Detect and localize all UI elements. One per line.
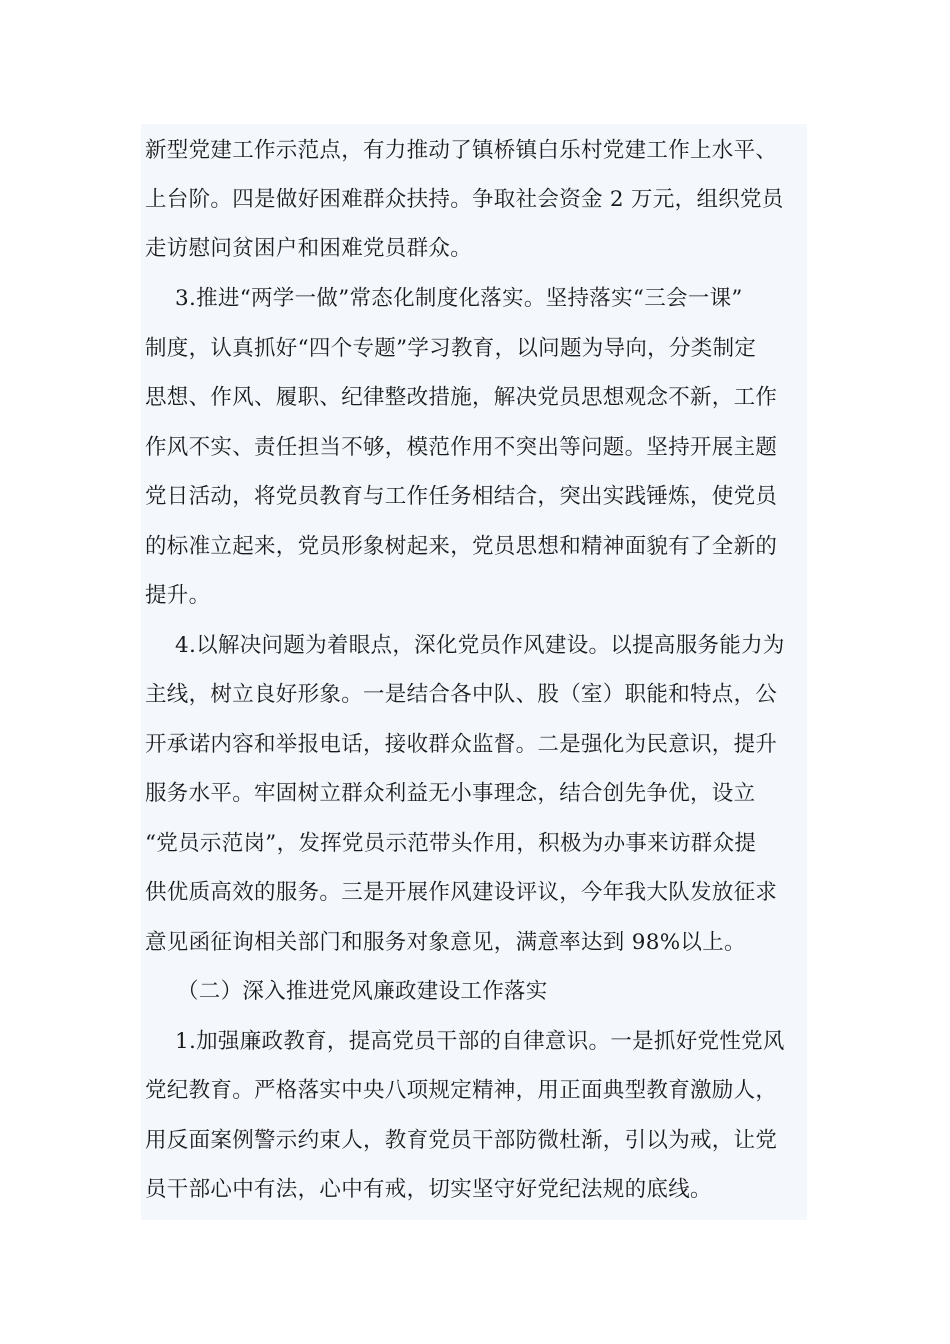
text-line: 党日活动，将党员教育与工作任务相结合，突出实践锤炼，使党员 bbox=[145, 484, 778, 509]
text-line: 走访慰问贫困户和困难党员群众。 bbox=[145, 236, 473, 261]
text-line: 制度，认真抓好“四个专题”学习教育，以问题为导向，分类制定 bbox=[145, 336, 757, 361]
text-line: 主线，树立良好形象。一是结合各中队、股（室）职能和特点，公 bbox=[145, 682, 778, 707]
text-line: 党纪教育。严格落实中央八项规定精神，用正面典型教育激励人， bbox=[145, 1078, 778, 1103]
text-line: 思想、作风、履职、纪律整改措施，解决党员思想观念不新，工作 bbox=[145, 385, 778, 410]
section-1-heading-line: 1.加强廉政教育，提高党员干部的自律意识。一是抓好党性党风 bbox=[175, 1029, 785, 1054]
subsection-heading: （二）深入推进党风廉政建设工作落实 bbox=[177, 979, 548, 1004]
section-3-heading-line: 3.推进“两学一做”常态化制度化落实。坚持落实“三会一课” bbox=[175, 286, 743, 311]
text-line: 作风不实、责任担当不够，模范作用不突出等问题。坚持开展主题 bbox=[145, 435, 778, 460]
document-body bbox=[141, 124, 807, 1220]
text-line: 意见函征询相关部门和服务对象意见，满意率达到 98%以上。 bbox=[145, 930, 746, 955]
text-line: 上台阶。四是做好困难群众扶持。争取社会资金 2 万元，组织党员 bbox=[145, 187, 784, 212]
text-line: 的标准立起来，党员形象树起来，党员思想和精神面貌有了全新的 bbox=[145, 534, 778, 559]
section-4-heading-line: 4.以解决问题为着眼点，深化党员作风建设。以提高服务能力为 bbox=[175, 633, 785, 658]
text-line: 用反面案例警示约束人，教育党员干部防微杜渐，引以为戒，让党 bbox=[145, 1128, 778, 1153]
text-line: 新型党建工作示范点，有力推动了镇桥镇白乐村党建工作上水平、 bbox=[145, 138, 778, 163]
text-line: 供优质高效的服务。三是开展作风建设评议，今年我大队发放征求 bbox=[145, 880, 778, 905]
text-line: 开承诺内容和举报电话，接收群众监督。二是强化为民意识，提升 bbox=[145, 732, 778, 757]
text-line: 提升。 bbox=[145, 583, 211, 608]
text-line: “党员示范岗”，发挥党员示范带头作用，积极为办事来访群众提 bbox=[145, 831, 757, 856]
text-line: 员干部心中有法，心中有戒，切实坚守好党纪法规的底线。 bbox=[145, 1177, 712, 1202]
text-line: 服务水平。牢固树立群众利益无小事理念，结合创先争优，设立 bbox=[145, 781, 756, 806]
